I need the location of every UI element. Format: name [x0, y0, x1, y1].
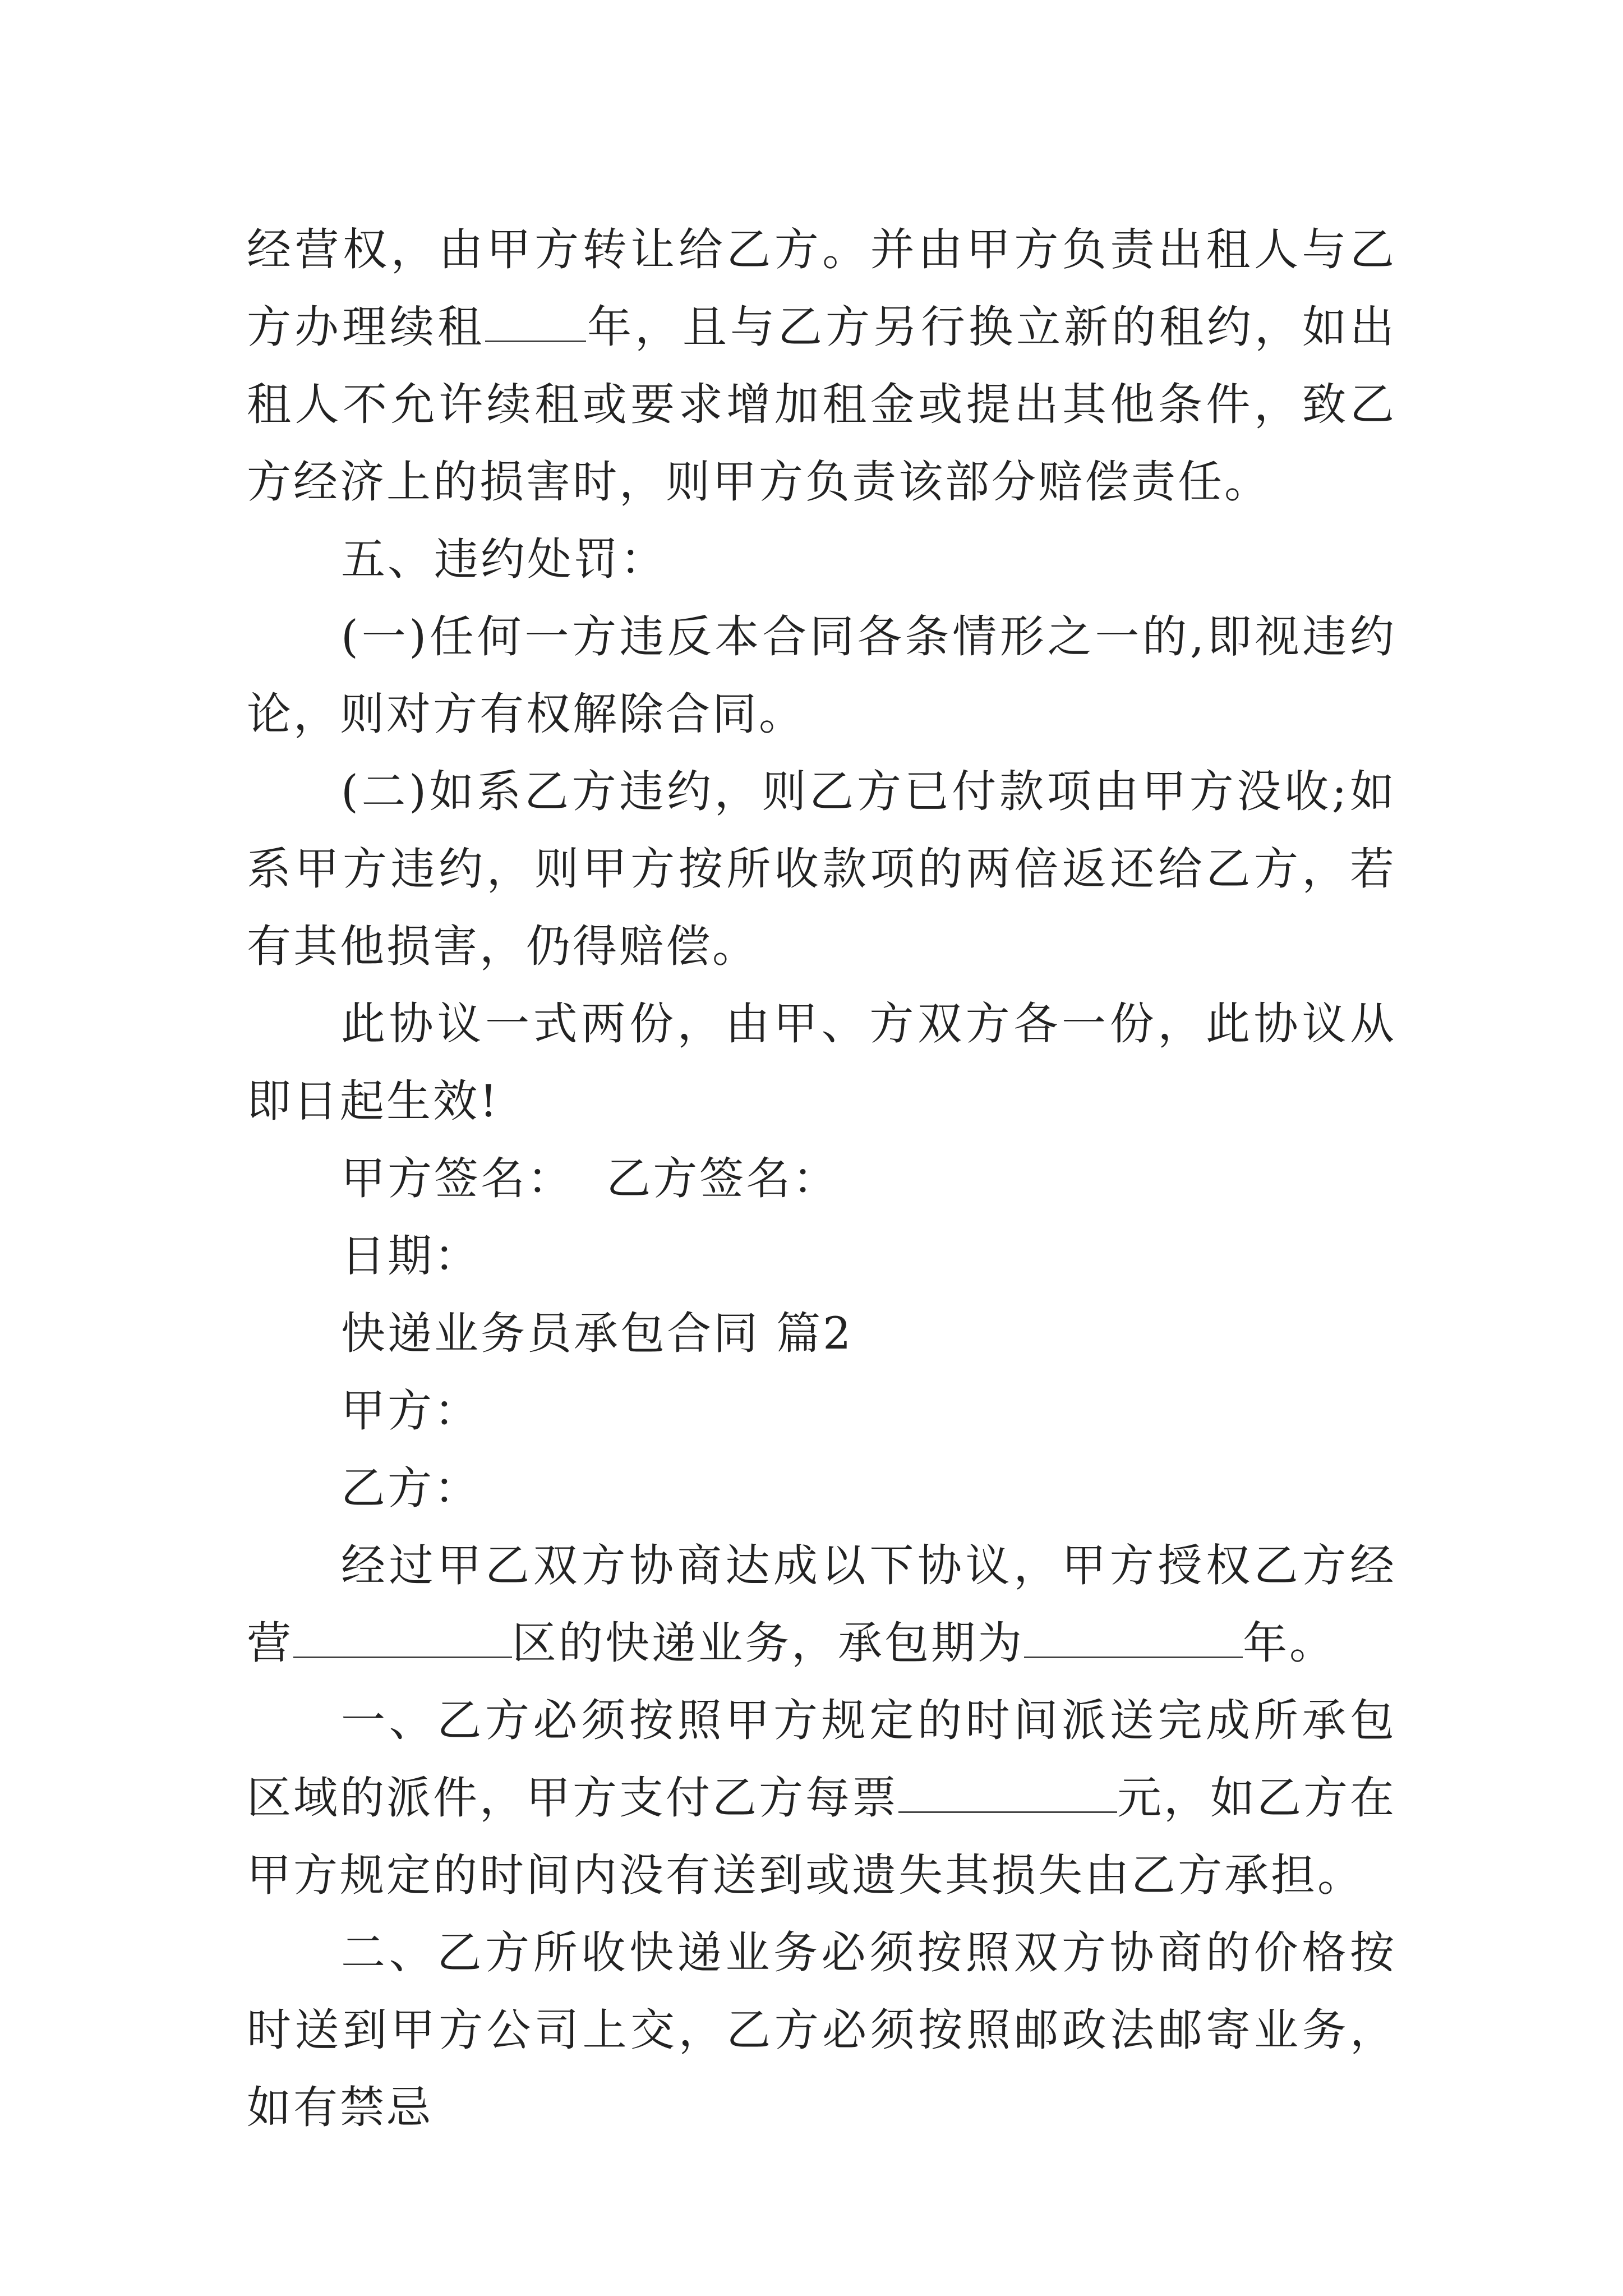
paragraph-effective: 此协议一式两份，由甲、方双方各一份，此协议从即日起生效! [247, 998, 1396, 1127]
blank-line [293, 1617, 512, 1658]
paragraph-clause-2: 二、乙方所收快递业务必须按照双方协商的价格按时送到甲方公司上交，乙方必须按照邮政法邮寄业务，如有禁忌 [247, 1927, 1396, 2133]
text-segment: 年。 [1243, 1617, 1336, 1669]
contract-title: 快递业务员承包合同 篇2 [341, 1308, 854, 1359]
text-segment: 年，且与乙方另行换立新的租约，如出租人不允许续租或要求增加租金或提出其他条件，致乙方经济上的损害时，则甲方负责该部分赔偿责任。 [247, 301, 1396, 508]
paragraph-breach-1: (一)任何一方违反本合同各条情形之一的,即视违约论，则对方有权解除合同。 [247, 611, 1396, 740]
blank-line [1024, 1617, 1243, 1658]
party-b-line: 乙方： [341, 1462, 481, 1514]
text-segment: 区的快递业务，承包期为 [512, 1617, 1024, 1669]
paragraph-transfer [247, 211, 1396, 521]
heading-breach-penalty: 五、违约处罚： [341, 533, 667, 585]
blank-line [485, 301, 586, 342]
blank-line [898, 1772, 1117, 1813]
paragraph-clause-1 [247, 1682, 1396, 1914]
text-segment: 一、乙方必须按照甲方规定的时间派送完成所承包区域的派件，甲方支付乙方每票 [247, 1695, 1396, 1824]
paragraph-breach-2: (二)如系乙方违约，则乙方已付款项由甲方没收;如系甲方违约，则甲方按所收款项的两倍返还给乙方，若有其他损害，仍得赔偿。 [247, 766, 1396, 972]
text-segment: 元，如乙方在甲方规定的时间内没有送到或遗失其损失由乙方承担。 [247, 1772, 1396, 1901]
party-a-line: 甲方： [341, 1385, 481, 1437]
signature-line: 甲方签名： 乙方签名： [341, 1153, 840, 1204]
document-body [247, 211, 1396, 2146]
text-segment: 经营权，由甲方转让给乙方。并由甲方负责出租人与乙方办理续租 [247, 224, 1396, 353]
paragraph-agreement [247, 1527, 1396, 1682]
text-segment: 经过甲乙双方协商达成以下协议，甲方授权乙方经营 [247, 1540, 1396, 1669]
date-line: 日期： [341, 1230, 481, 1282]
